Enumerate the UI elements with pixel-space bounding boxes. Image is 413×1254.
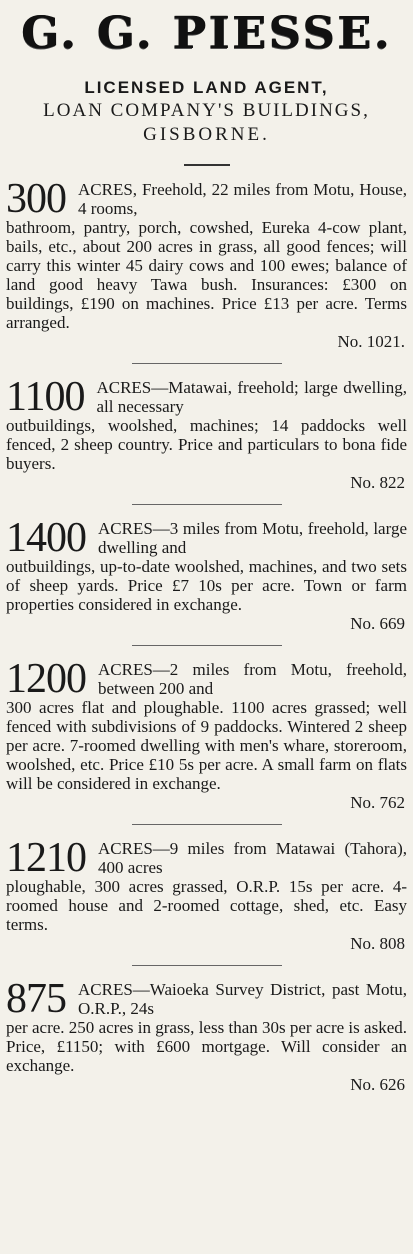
listing-acreage: 1400 (6, 515, 86, 561)
listing-875 (0, 976, 413, 1094)
listing-1210 (0, 835, 413, 953)
listing-1400 (0, 515, 413, 633)
listing-ref: No. 822 (350, 473, 405, 492)
listing-heading: ACRES—3 miles from Motu, freehold, large dwelling and (98, 519, 407, 557)
agent-name: G. G. PIESSE. (21, 8, 392, 59)
listing-acreage: 1210 (6, 835, 86, 881)
listing-heading: ACRES—Matawai, freehold; large dwelling, all necessary (96, 378, 407, 416)
listing-heading: ACRES—9 miles from Matawai (Tahora), 400 acres (98, 839, 407, 877)
listing-ref: No. 808 (350, 934, 405, 953)
listing-body: bathroom, pantry, porch, cowshed, Eureka 4-cow plant, bails, etc., about 200 acres in grass, all good fences; will carry this winter 45 dairy cows and 100 ewes; balance of land good heavy Tawa bush. Insurances: £300 on buildings, £190 on machines. Price £13 per acre. Terms arranged. (6, 218, 407, 332)
listing-body: outbuildings, woolshed, machines; 14 paddocks well fenced, 2 sheep country. Price and particulars to bona fide buyers. (6, 416, 407, 473)
listing-1200 (0, 656, 413, 812)
listing-heading: ACRES, Freehold, 22 miles from Motu, House, 4 rooms, (78, 180, 407, 218)
listing-separator (132, 965, 282, 966)
address-line-1: LOAN COMPANY'S BUILDINGS, (43, 100, 370, 121)
listing-separator (132, 645, 282, 646)
agent-title: LICENSED LAND AGENT, (84, 78, 329, 97)
address-line-2: GISBORNE. (143, 124, 270, 145)
listing-separator (132, 824, 282, 825)
listing-acreage: 1100 (6, 374, 85, 420)
listing-separator (132, 504, 282, 505)
listing-ref: No. 1021. (337, 332, 405, 351)
listing-ref: No. 762 (350, 793, 405, 812)
listing-acreage: 1200 (6, 656, 86, 702)
listing-separator (132, 363, 282, 364)
listing-300 (0, 176, 413, 351)
listing-body: per acre. 250 acres in grass, less than 30s per acre is asked. Price, £1150; with £600 mortgage. Will consider an exchange. (6, 1018, 407, 1075)
listing-acreage: 875 (6, 976, 66, 1022)
listing-heading: ACRES—2 miles from Motu, freehold, between 200 and (98, 660, 407, 698)
listing-heading: ACRES—Waioeka Survey District, past Motu, O.R.P., 24s (78, 980, 407, 1018)
listing-ref: No. 626 (350, 1075, 405, 1094)
listing-body: 300 acres flat and ploughable. 1100 acres grassed; well fenced with subdivisions of 9 paddocks. Wintered 2 sheep per acre. 7-roomed dwelling with men's whare, storeroom, woolshed, etc. Price £10 5s per acre. A small farm on flats will be considered in exchange. (6, 698, 407, 793)
listing-1100 (0, 374, 413, 492)
header-rule (184, 164, 230, 166)
listing-body: outbuildings, up-to-date woolshed, machines, and two sets of sheep yards. Price £7 10s per acre. Town or farm properties considered in exchange. (6, 557, 407, 614)
listing-body: ploughable, 300 acres grassed, O.R.P. 15s per acre. 4-roomed house and 2-roomed cottage, shed, etc. Easy terms. (6, 877, 407, 934)
listing-ref: No. 669 (350, 614, 405, 633)
listing-acreage: 300 (6, 176, 66, 222)
